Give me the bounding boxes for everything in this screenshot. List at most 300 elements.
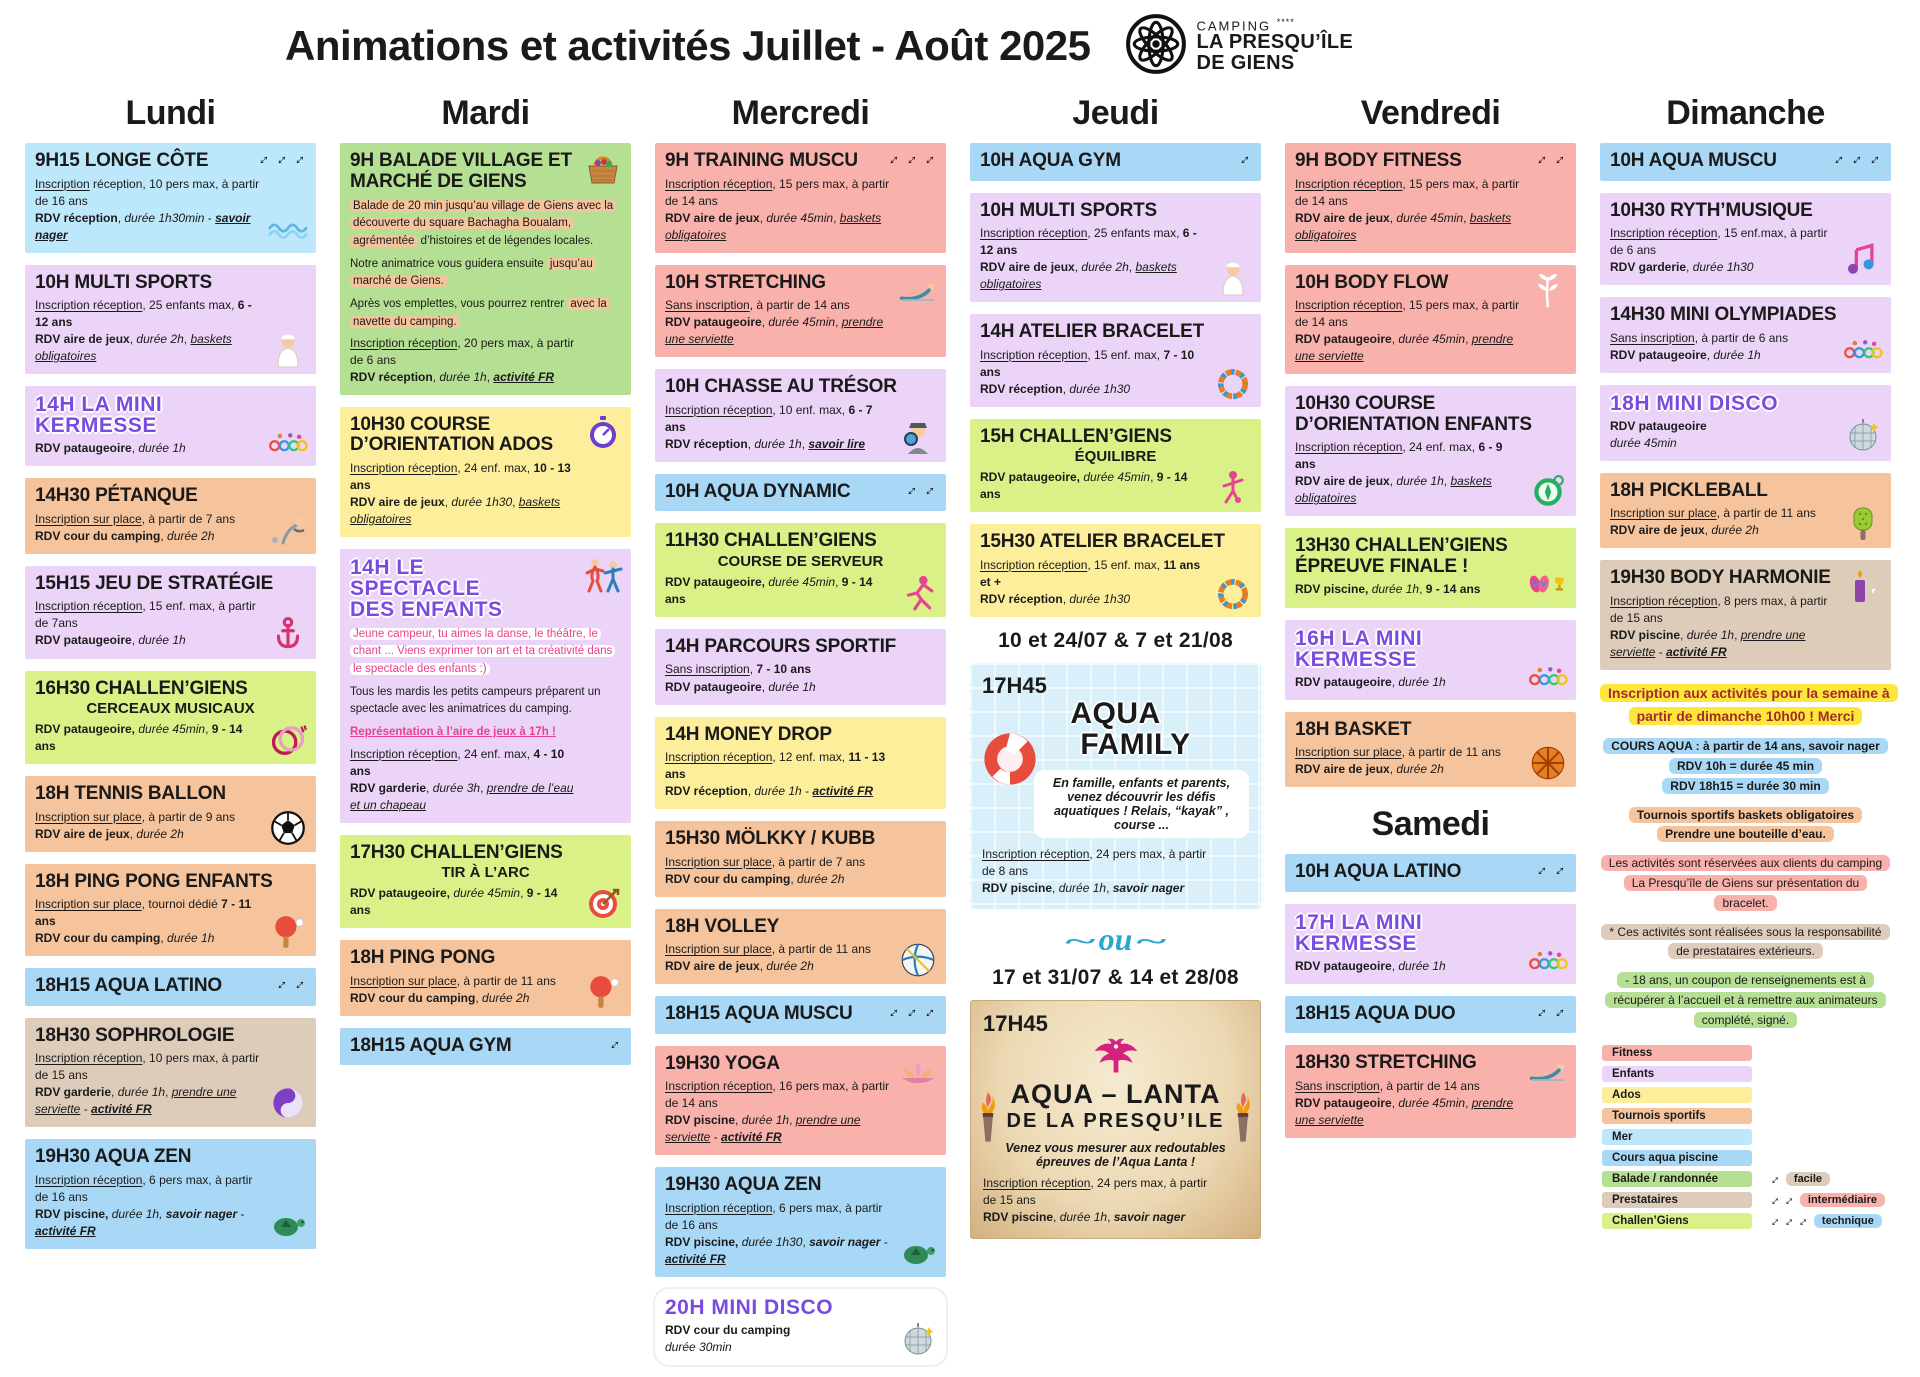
activity-details-line: Inscription réception, 24 enf. max, 10 - 13 ans (350, 460, 571, 492)
activity-details-line: Inscription réception, 12 enf. max, 11 - 13 ans (665, 750, 886, 782)
legend-category-fitness: Fitness (1602, 1045, 1752, 1061)
activity-card-10h-aqua-muscu (1600, 143, 1891, 181)
brand-camping-label: CAMPING **** (1196, 16, 1295, 33)
activity-details-line: Inscription sur place, tournoi dédié 7 - 11 ans (35, 897, 252, 929)
activity-details (35, 1050, 306, 1118)
activity-card-17h30-challengiens (340, 835, 631, 929)
activity-details-line: RDV aire de jeux, durée 2h (1610, 523, 1759, 538)
difficulty-arrow-icon: ↔ (287, 972, 310, 996)
session-dates-label: 10 et 24/07 & 7 et 21/08 (998, 628, 1233, 652)
activity-details-line: Sans inscription, 7 - 10 ans (665, 662, 812, 677)
activity-details (665, 941, 936, 975)
note-line (1600, 854, 1891, 913)
activity-details-line: RDV cour du camping, durée 2h (350, 990, 530, 1005)
column-mercredi (655, 92, 946, 1377)
activity-details (35, 511, 306, 545)
activity-details-line: Sans inscription, à partir de 6 ans (1610, 330, 1789, 345)
activity-card-10h-multi-sports (970, 193, 1261, 303)
activity-title: 11H30 CHALLEN’GIENS (665, 530, 877, 552)
basketball-icon (1528, 745, 1568, 781)
activity-details-line: RDV réception, durée 1h, savoir lire (665, 436, 866, 451)
activity-details-line: Inscription réception, 6 pers max, à partir de 16 ans (35, 1172, 253, 1204)
activity-paragraph: Balade de 20 min jusqu’au village de Giens avec la découverte du square Bachagha Boualam, agrémentée d’histoires et de légendes locales. (350, 198, 621, 250)
difficulty-arrow-icon: ↔ (1763, 1168, 1784, 1188)
day-header-lundi: Lundi (125, 94, 216, 132)
legend-difficulty (1763, 1168, 1885, 1230)
difficulty-arrow-icon: ↔ (917, 147, 940, 170)
page-title: Animations et activités Juillet - Août 2025 (285, 22, 1091, 69)
activity-details (350, 460, 621, 528)
note-text: RDV 10h = durée 45 min (1669, 758, 1822, 774)
basket-icon (583, 151, 623, 187)
difficulty-arrow-icon: ↔ (1826, 147, 1849, 170)
kermesse-icon (1843, 331, 1883, 367)
notes-section (1600, 682, 1891, 1031)
activity-details-line: Inscription sur place, à partir de 7 ans (35, 511, 236, 526)
activity-details-line: Inscription réception, 24 enf. max, 4 - 10 ans (350, 746, 565, 778)
activity-details (665, 1200, 936, 1268)
note-text: Les activités sont réservées aux clients du camping La Presqu’île de Giens sur présentation du bracelet. (1601, 855, 1890, 911)
legend-category-ados: Ados (1602, 1087, 1752, 1103)
legend-category-tournois-sportifs: Tournois sportifs (1602, 1108, 1752, 1124)
note-line (1600, 737, 1891, 757)
activity-subtitle: COURSE DE SERVEUR (717, 552, 884, 570)
note (1600, 923, 1891, 963)
activity-details-line: RDV cour du camping, durée 1h (35, 931, 215, 946)
note-text: RDV 18h15 = durée 30 min (1662, 778, 1828, 794)
poster-title: AQUA – LANTA (1010, 1079, 1221, 1110)
difficulty-arrow-icon: ↔ (1529, 858, 1552, 881)
column-dimanche (1600, 92, 1891, 1229)
activity-details-line: RDV cour du camping, durée 2h (665, 871, 845, 886)
difficulty-arrow-icon: ↔ (269, 147, 292, 170)
poster-time: 17H45 (982, 672, 1047, 698)
activity-details-line: RDV pataugeoire (1610, 418, 1707, 433)
activity-details (980, 557, 1251, 608)
activity-title: 18H VOLLEY (665, 915, 780, 937)
activity-title: 18H PING PONG (350, 947, 496, 969)
activity-details (35, 809, 306, 843)
poster-title: AQUA (1070, 696, 1161, 730)
activity-title: 16H LA MINI KERMESSE (1295, 626, 1423, 671)
difficulty-arrows (1826, 147, 1885, 170)
difficulty-arrow-icon: ↔ (899, 1000, 922, 1024)
stretch-icon (1528, 1053, 1568, 1089)
activity-title: 9H15 LONGE CÔTE (35, 150, 209, 171)
activity-details (665, 176, 936, 244)
note-text: Tournois sportifs baskets obligatoires (1629, 807, 1862, 823)
activity-paragraph: Jeune campeur, tu aimes la danse, le théâtre, le chant ... Viens exprimer ton art et ta créativité dans le spectacle des enfants :) (350, 626, 621, 678)
activity-card-14h-parcours-sportif (655, 629, 946, 705)
pingpong-icon (583, 974, 623, 1010)
note-line (1600, 757, 1891, 777)
activity-details (1610, 418, 1881, 452)
activity-details-line: RDV aire de jeux, durée 1h30, baskets obligatoires (350, 494, 561, 526)
difficulty-arrows (602, 1031, 625, 1055)
note-line (1600, 971, 1891, 1030)
activity-subtitle: ÉQUILIBRE (1074, 448, 1157, 466)
legend-difficulty-facile (1763, 1168, 1830, 1188)
activity-title: 9H TRAINING MUSCU (665, 150, 858, 171)
legend (1600, 1045, 1891, 1229)
activity-subtitle: TIR À L’ARC (441, 864, 530, 882)
activity-card-18h-mini-disco (1600, 385, 1891, 461)
difficulty-arrow-icon: ↔ (1777, 1210, 1798, 1230)
difficulty-arrow-icon: ↔ (899, 478, 922, 501)
difficulty-arrows (269, 972, 310, 996)
activity-details (665, 297, 936, 348)
activity-title: 18H15 AQUA MUSCU (665, 1003, 853, 1025)
poster-time: 17H45 (983, 1011, 1048, 1037)
lotus-icon (898, 1054, 938, 1090)
column-vendredi (1285, 92, 1576, 1150)
difficulty-arrows (899, 478, 940, 501)
difficulty-arrow-icon: ↔ (1763, 1189, 1784, 1209)
activity-card-10h-stretching (655, 265, 946, 358)
activity-title: 20H MINI DISCO (665, 1296, 834, 1320)
legend-category-prestataires: Prestataires (1602, 1192, 1752, 1208)
activity-details (1295, 297, 1566, 365)
legend-categories (1602, 1045, 1752, 1229)
activity-title: 9H BALADE VILLAGE ET MARCHÉ DE GIENS (350, 150, 572, 192)
note-line (1600, 806, 1891, 826)
activity-card-18h15-aqua-gym (340, 1028, 631, 1066)
difficulty-arrow-icon: ↔ (602, 1031, 625, 1055)
activity-details-line: Inscription sur place, à partir de 9 ans (35, 809, 236, 824)
activity-card-17h-la-mini-kermesse (1285, 904, 1576, 984)
poster-title: FAMILY (1080, 727, 1191, 761)
activity-details-line: Inscription réception, 15 enf.max, à partir de 6 ans (1610, 226, 1828, 258)
activity-card-18h-ping-pong (340, 940, 631, 1016)
activity-details-line: Inscription réception, 24 enf. max, 6 - 9 ans (1295, 440, 1503, 472)
activity-details-line: RDV pataugeoire, durée 45min, 9 - 14 ans (665, 574, 873, 606)
volleyball-icon (898, 942, 938, 978)
activity-details (665, 402, 936, 453)
activity-details-line: Inscription réception, 10 enf. max, 6 - 7 ans (665, 402, 873, 434)
music-icon (1843, 243, 1883, 279)
bracelet-icon (1213, 575, 1253, 611)
activity-title: 16H30 CHALLEN’GIENS (35, 677, 248, 699)
activity-card-18h-ping-pong-enfants (25, 864, 316, 957)
activity-details (350, 973, 621, 1007)
swirl-ornament: ~ (1063, 929, 1097, 956)
activity-details-line: RDV aire de jeux, durée 2h (35, 826, 184, 841)
activity-details-line: Inscription sur place, à partir de 11 ans (1295, 745, 1501, 760)
activity-details (35, 598, 306, 649)
activity-details (1610, 505, 1881, 539)
activity-card-18h15-aqua-duo (1285, 996, 1576, 1034)
difficulty-arrow-icon: ↔ (1777, 1189, 1798, 1209)
legend-difficulty-intermediaire (1763, 1189, 1885, 1209)
activity-title: 14H ATELIER BRACELET (980, 321, 1205, 343)
note-text: Inscription aux activités pour la semaine à partir de dimanche 10h00 ! Merci (1600, 684, 1898, 725)
poster-title: DE LA PRESQU’ILE (1006, 1110, 1225, 1133)
activity-title: 14H30 PÉTANQUE (35, 485, 198, 507)
activity-details-line: RDV aire de jeux, durée 2h (1295, 762, 1444, 777)
disco-icon (1843, 419, 1883, 455)
column-mardi (340, 92, 631, 1077)
difficulty-arrows (251, 147, 310, 170)
activity-title: 18H30 STRETCHING (1295, 1052, 1477, 1074)
activity-card-10h-body-flow (1285, 265, 1576, 375)
activity-details-line: RDV piscine, durée 1h, prendre une serviette - activité FR (665, 1113, 861, 1145)
swim-ring-icon (978, 727, 1042, 791)
petanque-icon (268, 512, 308, 548)
activity-card-18h30-sophrologie (25, 1018, 316, 1128)
note-line (1600, 777, 1891, 797)
activity-details-line: RDV piscine, durée 1h, savoir nager (982, 881, 1185, 896)
activity-details (1610, 330, 1881, 364)
brand-text (1197, 18, 1354, 75)
activity-details-line: RDV piscine, durée 1h, prendre une serviette - activité FR (1610, 627, 1806, 659)
activity-details-line: RDV pataugeoire, durée 45min, prendre une serviette (665, 315, 884, 347)
activity-details-line: RDV garderie, durée 1h, prendre une serviette - activité FR (35, 1085, 237, 1117)
activity-title: 18H15 AQUA LATINO (35, 975, 222, 997)
note-text: Prendre une bouteille d’eau. (1657, 826, 1834, 842)
activity-card-9h15-longe-cote (25, 143, 316, 253)
activity-details-line: Inscription réception, 15 enf. max, 7 - 10 ans (980, 347, 1195, 379)
candle-icon (1843, 568, 1883, 604)
activity-title: 19H30 BODY HARMONIE (1610, 567, 1831, 589)
activity-card-19h30-aqua-zen (25, 1139, 316, 1249)
turtle-icon (268, 1207, 308, 1243)
activity-details (1610, 225, 1881, 276)
pingpong-icon (268, 914, 308, 950)
activity-details-line: RDV aire de jeux, durée 2h (665, 959, 814, 974)
poster-aqua-lanta (970, 1000, 1261, 1239)
activity-title: 15H15 JEU DE STRATÉGIE (35, 572, 274, 594)
difficulty-arrows (881, 147, 940, 170)
legend-difficulty-label: intermédiaire (1800, 1193, 1885, 1207)
difficulty-arrow-icon: ↔ (881, 147, 904, 170)
note-text: COURS AQUA : à partir de 14 ans, savoir nager (1603, 738, 1888, 754)
activity-details (665, 661, 936, 695)
activity-card-18h-basket (1285, 712, 1576, 788)
activity-card-14h-la-mini-kermesse (25, 386, 316, 466)
difficulty-arrows (1529, 999, 1570, 1023)
activity-title: 18H15 AQUA DUO (1295, 1002, 1456, 1024)
legend-category-mer: Mer (1602, 1129, 1752, 1145)
activity-details-line: Inscription réception, 15 pers max, à partir de 14 ans (1295, 298, 1520, 330)
activity-card-20h-mini-disco (655, 1289, 946, 1365)
kermesse-icon (1528, 942, 1568, 978)
activity-details (35, 440, 306, 457)
activity-details-line: Inscription sur place, à partir de 11 ans (1610, 506, 1816, 521)
legend-difficulty-label: facile (1786, 1172, 1830, 1186)
note-text: - 18 ans, un coupon de renseignements est à récupérer à l’accueil et à remettre aux animateurs complété, signé. (1605, 972, 1885, 1028)
activity-card-15h30-atelier-bracelet (970, 524, 1261, 617)
activity-details-line: RDV pataugeoire, durée 1h (1295, 958, 1446, 973)
legend-category-enfants: Enfants (1602, 1066, 1752, 1082)
legend-category-balade-randonnee: Balade / randonnée (1602, 1171, 1752, 1187)
activity-title: 10H BODY FLOW (1295, 271, 1449, 293)
legend-difficulty-label: technique (1814, 1214, 1882, 1228)
activity-details-line: Inscription réception, 10 pers max, à partir de 16 ans (35, 176, 260, 208)
activity-details (665, 1078, 936, 1146)
legend-difficulty-technique (1763, 1210, 1882, 1230)
balance-icon (1213, 470, 1253, 506)
activity-card-14h30-petanque (25, 478, 316, 554)
torch-icon (1230, 1087, 1256, 1149)
activity-details (1295, 744, 1566, 778)
activity-details-line: Inscription réception, 8 pers max, à partir de 15 ans (1610, 593, 1828, 625)
difficulty-arrow-icon: ↔ (917, 1000, 940, 1024)
day-header-mardi: Mardi (441, 94, 530, 132)
activity-title: 17H LA MINI KERMESSE (1295, 910, 1423, 955)
activity-card-9h-body-fitness (1285, 143, 1576, 253)
activity-details (35, 896, 306, 947)
activity-title: 14H MONEY DROP (665, 723, 832, 745)
turtle-icon (898, 1235, 938, 1271)
day-header-dimanche: Dimanche (1666, 94, 1825, 132)
activity-details-line: RDV réception, durée 1h30min - savoir nager (35, 210, 251, 242)
activity-title: 9H BODY FITNESS (1295, 150, 1462, 171)
activity-card-10h30-course-dorientation-ados (340, 407, 631, 537)
activity-card-10h-multi-sports (25, 265, 316, 375)
activity-title: 10H CHASSE AU TRÉSOR (665, 376, 897, 398)
activity-details (665, 1322, 936, 1356)
activity-details (982, 846, 1249, 897)
activity-details-line: Inscription réception, 25 enfants max, 6 - 12 ans (35, 298, 252, 330)
activity-details-line: durée 30min (665, 1340, 732, 1355)
activity-paragraph: Tous les mardis les petits campeurs préparent un spectacle avec les animatrices du camping. (350, 685, 601, 716)
activity-details (1295, 674, 1566, 691)
activity-details-line: Inscription réception, 24 pers max, à partir de 8 ans (982, 847, 1207, 879)
activity-details-line: Inscription réception, 10 pers max, à partir de 15 ans (35, 1051, 260, 1083)
activity-title: 18H30 SOPHROLOGIE (35, 1024, 235, 1046)
activity-paragraph: Après vos emplettes, vous pourrez rentrer avec la navette du camping. (350, 296, 621, 331)
activity-details-line: RDV piscine, durée 1h30, savoir nager - activité FR (665, 1235, 888, 1267)
column-lundi (25, 92, 316, 1261)
activity-details-line: RDV aire de jeux, durée 45min, baskets obligatoires (665, 210, 882, 242)
difficulty-arrow-icon: ↔ (1791, 1210, 1812, 1230)
note (1600, 854, 1891, 913)
activity-details-line: Inscription réception, 25 enfants max, 6 - 12 ans (980, 226, 1197, 258)
activity-card-14h-money-drop (655, 717, 946, 810)
stopwatch-icon (583, 415, 623, 451)
activity-details-line: RDV cour du camping, durée 2h (35, 528, 215, 543)
activity-title: 14H30 MINI OLYMPIADES (1610, 304, 1837, 326)
activity-card-10h-chasse-au-tresor (655, 369, 946, 462)
activity-details-line: RDV aire de jeux, durée 1h, baskets obligatoires (1295, 474, 1492, 506)
activity-details-line: RDV réception, durée 1h30 (980, 591, 1131, 606)
flower-logo-icon (1125, 13, 1187, 80)
activity-card-19h30-aqua-zen (655, 1167, 946, 1277)
kermesse-icon (268, 424, 308, 460)
activity-details-line: RDV pataugeoire, durée 1h (665, 679, 816, 694)
activity-details (35, 1172, 306, 1240)
note-text: * Ces activités sont réalisées sous la responsabilité de prestataires extérieurs. (1601, 924, 1889, 960)
torch-icon (975, 1087, 1001, 1149)
activity-card-18h-tennis-ballon (25, 776, 316, 852)
activity-card-15h30-molkky-kubb (655, 821, 946, 897)
activity-details-line: RDV pataugeoire, durée 45min, 9 - 14 ans (350, 886, 558, 918)
activity-card-18h-pickleball (1600, 473, 1891, 549)
sophro-icon (268, 1085, 308, 1121)
activity-details-line: RDV pataugeoire, durée 45min, prendre une serviette (1295, 1095, 1514, 1127)
activity-details-line: RDV aire de jeux, durée 2h, baskets obligatoires (35, 332, 232, 364)
activity-details (980, 225, 1251, 293)
activity-details (665, 749, 936, 800)
difficulty-arrow-icon: ↔ (917, 478, 940, 501)
activity-details-line: Inscription réception, 16 pers max, à partir de 14 ans (665, 1079, 890, 1111)
activity-details-line: Inscription réception, 15 pers max, à partir de 14 ans (665, 176, 890, 208)
activity-details (665, 854, 936, 888)
activity-details (1295, 581, 1566, 598)
activity-card-14h-le-spectacle-des-enfants (340, 549, 631, 823)
wave-icon (268, 211, 308, 247)
activity-card-15h15-jeu-de-strategie (25, 566, 316, 659)
poster-description: Venez vous mesurer aux redoutables épreuves de l’Aqua Lanta ! (1005, 1141, 1226, 1170)
activity-details-line: durée 45min (1610, 435, 1677, 450)
brand-name-line2: DE GIENS (1196, 52, 1295, 75)
runner-icon (898, 575, 938, 611)
difficulty-arrow-icon: ↔ (1529, 999, 1552, 1023)
activity-details (35, 297, 306, 365)
difficulty-arrow-icon: ↔ (287, 147, 310, 170)
difficulty-arrow-icon: ↔ (1232, 147, 1255, 170)
activity-card-18h15-aqua-latino (25, 968, 316, 1006)
session-dates-label: 17 et 31/07 & 14 et 28/08 (992, 966, 1239, 990)
legend-category-challengiens: Challen’Giens (1602, 1213, 1752, 1229)
activity-details (1295, 439, 1566, 507)
brand-stars: **** (1276, 16, 1295, 27)
activity-details-line: RDV piscine, durée 1h, savoir nager - activité FR (35, 1207, 245, 1239)
activity-card-13h30-challengiens-epreuve-finale (1285, 528, 1576, 607)
activity-card-9h-balade-village-et-marche-de-giens (340, 143, 631, 395)
activity-card-10h-aqua-gym (970, 143, 1261, 181)
activity-details-line: RDV pataugeoire, durée 1h (35, 441, 186, 456)
activity-card-10h-aqua-dynamic (655, 474, 946, 512)
activity-title: 15H30 MÖLKKY / KUBB (665, 828, 876, 850)
day-header-samedi: Samedi (1371, 805, 1490, 844)
soccer-icon (268, 810, 308, 846)
activity-title: 14H LE SPECTACLE DES ENFANTS (350, 556, 503, 622)
activity-details (35, 176, 306, 244)
difficulty-arrows (1763, 1168, 1784, 1188)
target-icon (583, 886, 623, 922)
page-header (0, 0, 1920, 92)
difficulty-arrows (1529, 147, 1570, 170)
activity-title: 10H30 COURSE D’ORIENTATION ENFANTS (1295, 393, 1532, 435)
activity-title: 10H AQUA DYNAMIC (665, 480, 851, 502)
activity-card-14h-atelier-bracelet (970, 314, 1261, 407)
difficulty-arrow-icon: ↔ (1547, 999, 1570, 1023)
swirl-ornament: ~ (1134, 929, 1168, 956)
brand-logo (1125, 13, 1354, 80)
kermesse-icon (1528, 658, 1568, 694)
activity-details-line: RDV pataugeoire, durée 45min, 9 - 14 ans (35, 722, 243, 754)
activity-card-14h30-mini-olympiades (1600, 297, 1891, 373)
difficulty-arrow-icon: ↔ (1763, 1210, 1784, 1230)
anchor-icon (268, 617, 308, 653)
activity-details-line: RDV pataugeoire, durée 1h (35, 633, 186, 648)
activity-details (983, 1175, 1248, 1226)
activity-card-19h30-body-harmonie (1600, 560, 1891, 670)
activity-card-18h30-stretching (1285, 1045, 1576, 1138)
activity-card-18h-volley (655, 909, 946, 985)
activity-details-line: RDV pataugeoire, durée 1h (1295, 674, 1446, 689)
activity-details-line: Inscription sur place, à partir de 11 ans (665, 942, 871, 957)
bracelet-icon (1213, 365, 1253, 401)
activity-card-11h30-challengiens (655, 523, 946, 617)
activity-details-line: RDV garderie, durée 3h, prendre de l’eau et un chapeau (350, 780, 574, 812)
activity-details-line: RDV garderie, durée 1h30 (1610, 260, 1754, 275)
difficulty-arrow-icon: ↔ (1547, 147, 1570, 170)
activity-details-line: Inscription sur place, à partir de 11 ans (350, 973, 556, 988)
activity-title: 13H30 CHALLEN’GIENS ÉPREUVE FINALE ! (1295, 535, 1508, 577)
activity-title: 18H PICKLEBALL (1610, 479, 1768, 501)
